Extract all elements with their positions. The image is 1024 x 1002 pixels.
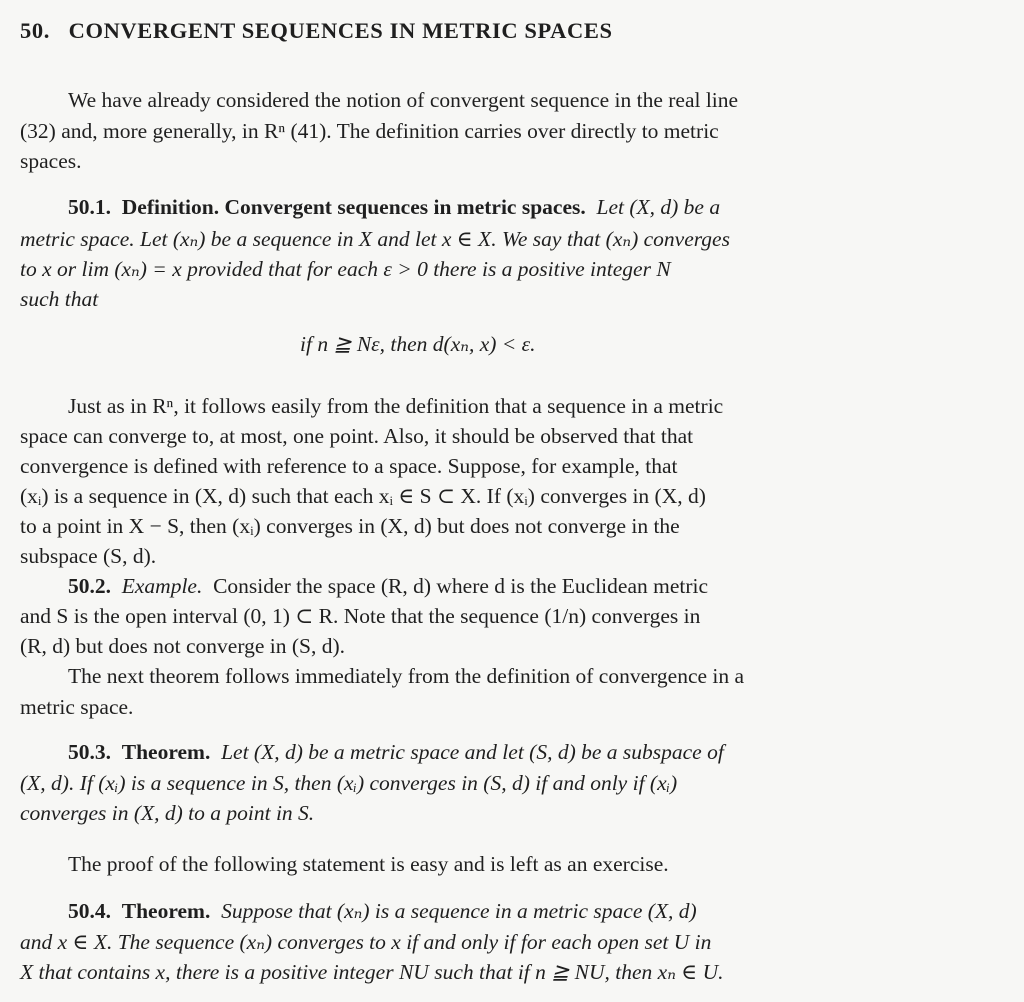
section-heading bbox=[20, 20, 613, 43]
definition-50-1-first-line bbox=[68, 197, 720, 219]
theorem-50-4-label: 50.4. bbox=[68, 899, 111, 923]
example-heading: Example. bbox=[121, 574, 203, 598]
example-text-line-1: Consider the space (R, d) where d is the Euclidean metric bbox=[213, 574, 709, 598]
definition-heading: Definition. Convergent sequences in metric spaces. bbox=[121, 195, 586, 219]
theorem-50-3-line-3: converges in (X, d) to a point in S. bbox=[20, 801, 315, 825]
intro-line-3: spaces. bbox=[20, 149, 82, 173]
paragraph-2-line-6: subspace (S, d). bbox=[20, 544, 157, 568]
example-50-2-first-line bbox=[68, 576, 708, 598]
example-text-line-2: and S is the open interval (0, 1) ⊂ R. Note that the sequence (1/n) converges in bbox=[20, 604, 701, 628]
paragraph-2-line-3: convergence is defined with reference to a space. Suppose, for example, that bbox=[20, 454, 678, 478]
theorem-50-3-line-2: (X, d). If (xᵢ) is a sequence in S, then (xᵢ) converges in (S, d) if and only if (xᵢ) bbox=[20, 771, 678, 795]
paragraph-2-line-5: to a point in X − S, then (xᵢ) converges in (X, d) but does not converge in the bbox=[20, 514, 680, 538]
theorem-50-3-line-1: Let (X, d) be a metric space and let (S, d) be a subspace of bbox=[221, 740, 724, 764]
theorem-50-4-heading: Theorem. bbox=[121, 899, 211, 923]
definition-label: 50.1. bbox=[68, 195, 111, 219]
definition-text-line-4: such that bbox=[20, 287, 99, 311]
definition-text-line-1: Let (X, d) be a bbox=[596, 195, 721, 219]
definition-text-line-2: metric space. Let (xₙ) be a sequence in X and let x ∈ X. We say that (xₙ) converges bbox=[20, 227, 730, 251]
paragraph-2-line-2: space can converge to, at most, one point. Also, it should be observed that that bbox=[20, 424, 694, 448]
definition-text-line-3: to x or lim (xₙ) = x provided that for each ε > 0 there is a positive integer N bbox=[20, 257, 671, 281]
theorem-50-4-line-2: and x ∈ X. The sequence (xₙ) converges to x if and only if for each open set U in bbox=[20, 930, 712, 954]
theorem-50-3-heading: Theorem. bbox=[121, 740, 211, 764]
theorem-50-4-line-3: X that contains x, there is a positive integer NU such that if n ≧ NU, then xₙ ∈ U. bbox=[20, 960, 724, 984]
paragraph-3-line-1: The next theorem follows immediately from the definition of convergence in a bbox=[68, 664, 745, 688]
paragraph-4: The proof of the following statement is easy and is left as an exercise. bbox=[68, 852, 669, 876]
theorem-50-3-first-line bbox=[68, 742, 724, 764]
example-label: 50.2. bbox=[68, 574, 111, 598]
section-title: CONVERGENT SEQUENCES IN METRIC SPACES bbox=[68, 18, 613, 43]
paragraph-2-line-4: (xᵢ) is a sequence in (X, d) such that each xᵢ ∈ S ⊂ X. If (xᵢ) converges in (X, d) bbox=[20, 484, 706, 508]
theorem-50-4-first-line bbox=[68, 901, 697, 923]
display-formula: if n ≧ Nε, then d(xₙ, x) < ε. bbox=[300, 332, 536, 356]
example-text-line-3: (R, d) but does not converge in (S, d). bbox=[20, 634, 346, 658]
section-number: 50. bbox=[20, 18, 50, 43]
paragraph-2-line-1: Just as in Rⁿ, it follows easily from the definition that a sequence in a metric bbox=[68, 394, 724, 418]
intro-line-2: (32) and, more generally, in Rⁿ (41). The definition carries over directly to metric bbox=[20, 119, 719, 143]
theorem-50-3-label: 50.3. bbox=[68, 740, 111, 764]
paragraph-3-line-2: metric space. bbox=[20, 695, 134, 719]
theorem-50-4-line-1: Suppose that (xₙ) is a sequence in a metric space (X, d) bbox=[221, 899, 697, 923]
intro-line-1: We have already considered the notion of convergent sequence in the real line bbox=[68, 88, 739, 112]
